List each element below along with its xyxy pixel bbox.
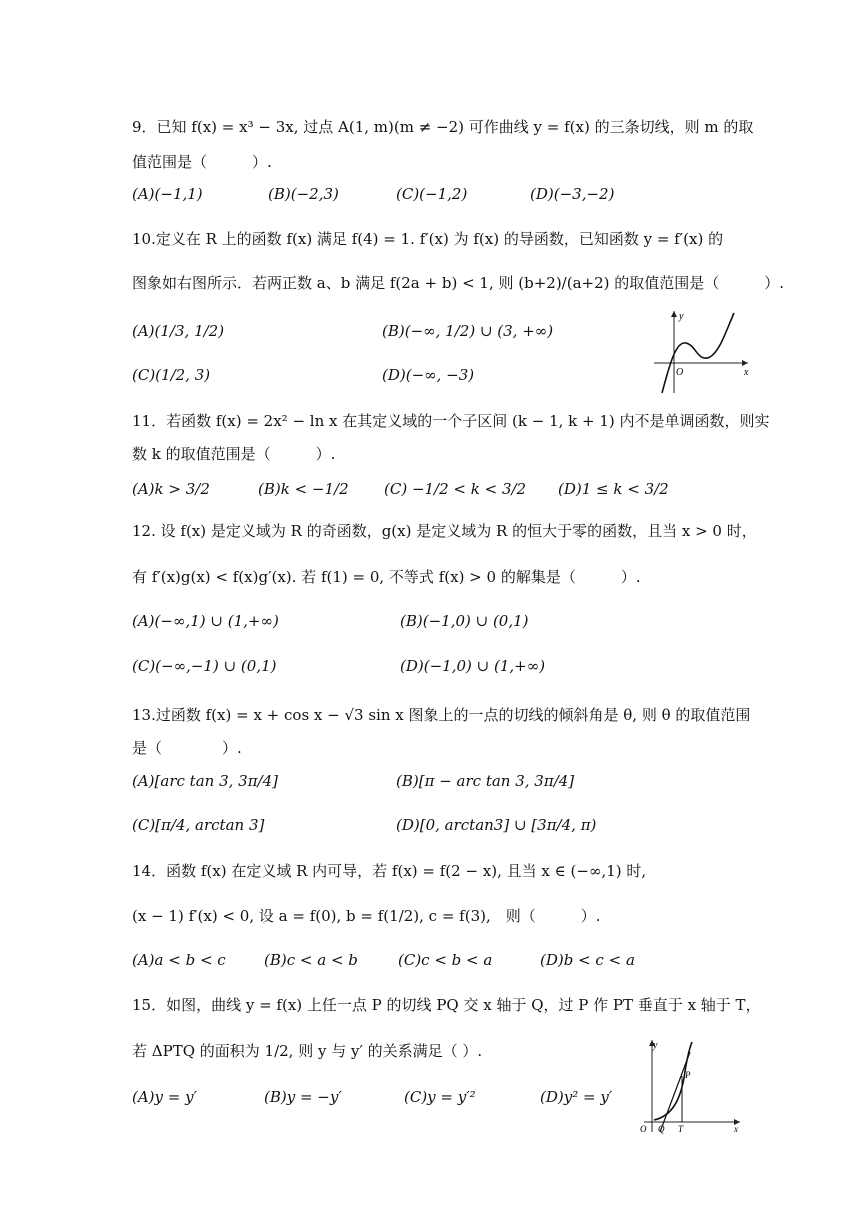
q11-option-a: (A)k > 3/2 [132, 480, 210, 498]
q12-stem-line-2: 有 f′(x)g(x) < f(x)g′(x). 若 f(1) = 0, 不等式 f(x) > 0 的解集是（ ）. [132, 568, 641, 586]
q14-stem-line-2: (x − 1) f′(x) < 0, 设 a = f(0), b = f(1/2), c = f(3), 则（ ）. [132, 907, 601, 925]
q10-label-y: y [679, 311, 684, 322]
q15-option-b: (B)y = −y′ [264, 1088, 342, 1106]
q9-option-d: (D)(−3,−2) [530, 185, 615, 203]
q13-stem-line-1: 13.过函数 f(x) = x + cos x − √3 sin x 图象上的一点的切线的倾斜角是 θ, 则 θ 的取值范围 [132, 706, 751, 724]
q9-stem-line-1: 9．已知 f(x) = x³ − 3x, 过点 A(1, m)(m ≠ −2) 可作曲线 y = f(x) 的三条切线，则 m 的取 [132, 118, 754, 136]
q15-label-o: O [640, 1124, 647, 1134]
q14-option-d: (D)b < c < a [540, 951, 635, 969]
q14-option-b: (B)c < a < b [264, 951, 358, 969]
q13-option-b: (B)[π − arc tan 3, 3π/4] [396, 772, 575, 790]
q9-option-a: (A)(−1,1) [132, 185, 203, 203]
q14-option-c: (C)c < b < a [398, 951, 493, 969]
q15-tangent-graph [636, 1034, 746, 1134]
q9-option-c: (C)(−1,2) [396, 185, 468, 203]
q10-label-x: x [744, 367, 749, 378]
q9-stem-line-2: 值范围是（ ）. [132, 153, 272, 171]
q12-stem-line-1: 12. 设 f(x) 是定义域为 R 的奇函数，g(x) 是定义域为 R 的恒大于零的函数，且当 x > 0 时， [132, 522, 757, 540]
q13-option-a: (A)[arc tan 3, 3π/4] [132, 772, 279, 790]
q12-option-b: (B)(−1,0) ∪ (0,1) [400, 612, 529, 630]
q11-option-b: (B)k < −1/2 [258, 480, 349, 498]
q15-stem-line-2: 若 ΔPTQ 的面积为 1/2, 则 y 与 y′ 的关系满足（ ）. [132, 1042, 483, 1060]
q15-label-t: T [678, 1124, 684, 1134]
q9-option-b: (B)(−2,3) [268, 185, 339, 203]
q11-option-c: (C) −1/2 < k < 3/2 [384, 480, 527, 498]
q10-stem-line-2: 图象如右图所示．若两正数 a、b 满足 f(2a + b) < 1, 则 (b+2)/(a+2) 的取值范围是（ ）. [132, 274, 785, 292]
q15-label-y: y [653, 1040, 658, 1051]
q10-label-o: O [676, 367, 684, 378]
q12-option-c: (C)(−∞,−1) ∪ (0,1) [132, 657, 277, 675]
q13-option-c: (C)[π/4, arctan 3] [132, 816, 265, 834]
q11-stem-line-2: 数 k 的取值范围是（ ）. [132, 445, 336, 463]
q15-label-x: x [734, 1124, 738, 1134]
q14-stem-line-1: 14．函数 f(x) 在定义域 R 内可导，若 f(x) = f(2 − x), 且当 x ∈ (−∞,1) 时, [132, 862, 647, 880]
q10-option-c: (C)(1/2, 3) [132, 366, 211, 384]
q12-option-a: (A)(−∞,1) ∪ (1,+∞) [132, 612, 279, 630]
q14-option-a: (A)a < b < c [132, 951, 226, 969]
q13-stem-line-2: 是（ ）. [132, 739, 242, 757]
q10-option-a: (A)(1/3, 1/2) [132, 322, 225, 340]
q15-option-a: (A)y = y′ [132, 1088, 197, 1106]
q12-option-d: (D)(−1,0) ∪ (1,+∞) [400, 657, 546, 675]
q10-derivative-graph [644, 305, 754, 395]
q11-option-d: (D)1 ≤ k < 3/2 [558, 480, 669, 498]
q10-option-d: (D)(−∞, −3) [382, 366, 475, 384]
q15-label-q: Q [658, 1124, 665, 1134]
q15-option-c: (C)y = y′² [404, 1088, 476, 1106]
q13-option-d: (D)[0, arctan3] ∪ [3π/4, π) [396, 816, 597, 834]
q15-label-p: P [685, 1070, 691, 1080]
q15-option-d: (D)y² = y′ [540, 1088, 613, 1106]
q11-stem-line-1: 11．若函数 f(x) = 2x² − ln x 在其定义域的一个子区间 (k − 1, k + 1) 内不是单调函数，则实 [132, 412, 770, 430]
q10-option-b: (B)(−∞, 1/2) ∪ (3, +∞) [382, 322, 554, 340]
q15-stem-line-1: 15．如图，曲线 y = f(x) 上任一点 P 的切线 PQ 交 x 轴于 Q，过 P 作 PT 垂直于 x 轴于 T， [132, 996, 761, 1014]
q10-stem-line-1: 10.定义在 R 上的函数 f(x) 满足 f(4) = 1. f′(x) 为 f(x) 的导函数，已知函数 y = f′(x) 的 [132, 230, 724, 248]
